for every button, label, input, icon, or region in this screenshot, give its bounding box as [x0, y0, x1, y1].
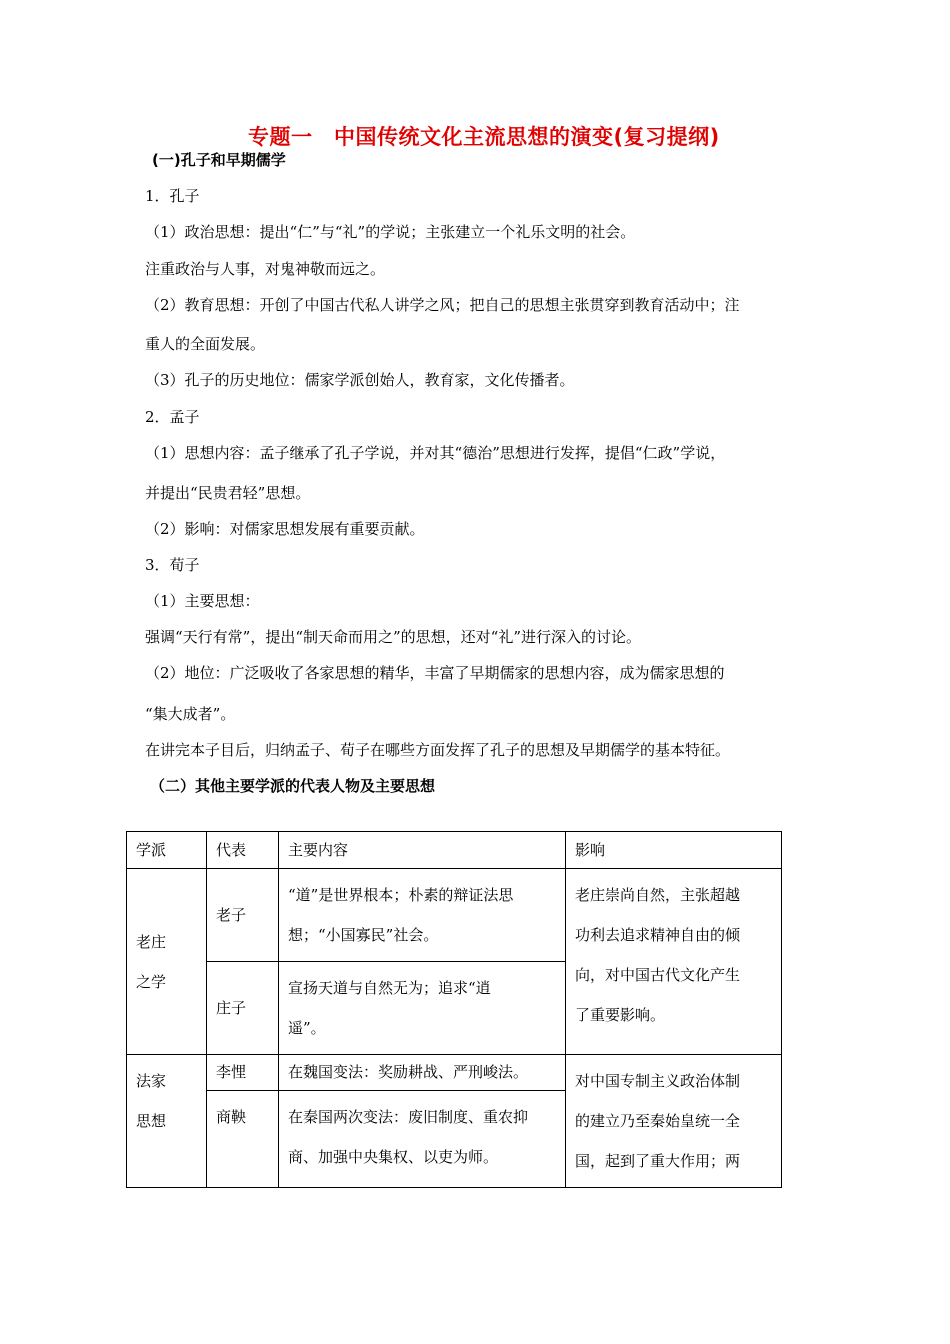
- text-line: （2）影响：对儒家思想发展有重要贡献。: [145, 520, 425, 538]
- content-zhuangzi-cell: [279, 962, 566, 1055]
- school-laozhuang-cell: [127, 869, 207, 1055]
- impact-text: 国，起到了重大作用；两: [575, 1152, 741, 1170]
- school-name: 思想: [136, 1112, 167, 1130]
- section-heading-other-schools: （二）其他主要学派的代表人物及主要思想: [150, 777, 436, 795]
- content-text: “道”是世界根本；朴素的辩证法思: [288, 886, 514, 904]
- content-text: 在秦国两次变法：废旧制度、重农抑: [288, 1108, 529, 1127]
- header-school: 学派: [127, 832, 207, 869]
- text-line: 强调“天行有常”，提出“制天命而用之”的思想，还对“礼”进行深入的讨论。: [145, 628, 642, 646]
- text-line: 注重政治与人事，对鬼神敬而远之。: [145, 260, 386, 278]
- text-line: （1）思想内容：孟子继承了孔子学说，并对其“德治”思想进行发挥，提倡“仁政”学说，: [145, 444, 726, 462]
- impact-text: 向，对中国古代文化产生: [575, 966, 741, 984]
- schools-table: [126, 831, 782, 1188]
- table-row: [127, 1055, 782, 1091]
- school-fajia-cell: [127, 1055, 207, 1188]
- impact-fajia-cell: [566, 1055, 782, 1188]
- section-heading-confucius: (一)孔子和早期儒学: [152, 151, 286, 169]
- school-name: 之学: [136, 972, 167, 991]
- content-text: 宣扬天道与自然无为；追求“逍: [288, 979, 491, 997]
- impact-text: 对中国专制主义政治体制: [575, 1072, 741, 1090]
- impact-text: 老庄崇尚自然，主张超越: [575, 886, 741, 904]
- table-row: [127, 869, 782, 962]
- text-line: “集大成者”。: [145, 705, 236, 723]
- content-shangyang-cell: [279, 1091, 566, 1188]
- text-line: （3）孔子的历史地位：儒家学派创始人，教育家，文化传播者。: [145, 371, 575, 389]
- header-impact: 影响: [566, 832, 782, 869]
- text-line: （1）主要思想：: [145, 592, 260, 610]
- impact-text: 了重要影响。: [575, 1006, 666, 1024]
- text-line: 并提出“民贵君轻”思想。: [145, 484, 311, 502]
- impact-text: 功利去追求精神自由的倾: [575, 926, 741, 944]
- text-line: （1）政治思想：提出“仁”与“礼”的学说；主张建立一个礼乐文明的社会。: [145, 223, 636, 241]
- text-line: （2）地位：广泛吸收了各家思想的精华，丰富了早期儒家的思想内容，成为儒家思想的: [145, 664, 725, 682]
- text-line: 2．孟子: [145, 408, 200, 426]
- impact-text: 的建立乃至秦始皇统一全: [575, 1112, 741, 1130]
- content-laozi-cell: [279, 869, 566, 962]
- content-text: 商、加强中央集权、以吏为师。: [288, 1148, 499, 1167]
- table-header-row: [127, 832, 782, 869]
- rep-likui: 李悝: [207, 1055, 279, 1091]
- school-name: 法家: [136, 1072, 167, 1090]
- school-name: 老庄: [136, 932, 167, 951]
- content-text: 想；“小国寡民”社会。: [288, 926, 439, 944]
- text-line: 在讲完本子目后，归纳孟子、荀子在哪些方面发挥了孔子的思想及早期儒学的基本特征。: [145, 741, 731, 759]
- rep-zhuangzi: 庄子: [207, 962, 279, 1055]
- document-title: 专题一 中国传统文化主流思想的演变(复习提纲): [248, 125, 720, 149]
- header-representative: 代表: [207, 832, 279, 869]
- content-likui: 在魏国变法：奖励耕战、严刑峻法。: [279, 1055, 566, 1091]
- content-text: 遥”。: [288, 1019, 326, 1037]
- text-line: 重人的全面发展。: [145, 335, 266, 353]
- header-content: 主要内容: [279, 832, 566, 869]
- impact-laozhuang-cell: [566, 869, 782, 1055]
- text-line: （2）教育思想：开创了中国古代私人讲学之风；把自己的思想主张贯穿到教育活动中；注: [145, 296, 740, 314]
- rep-laozi: 老子: [207, 869, 279, 962]
- text-line: 3．荀子: [145, 556, 200, 574]
- text-line: 1．孔子: [145, 187, 200, 205]
- rep-shangyang: 商鞅: [207, 1091, 279, 1188]
